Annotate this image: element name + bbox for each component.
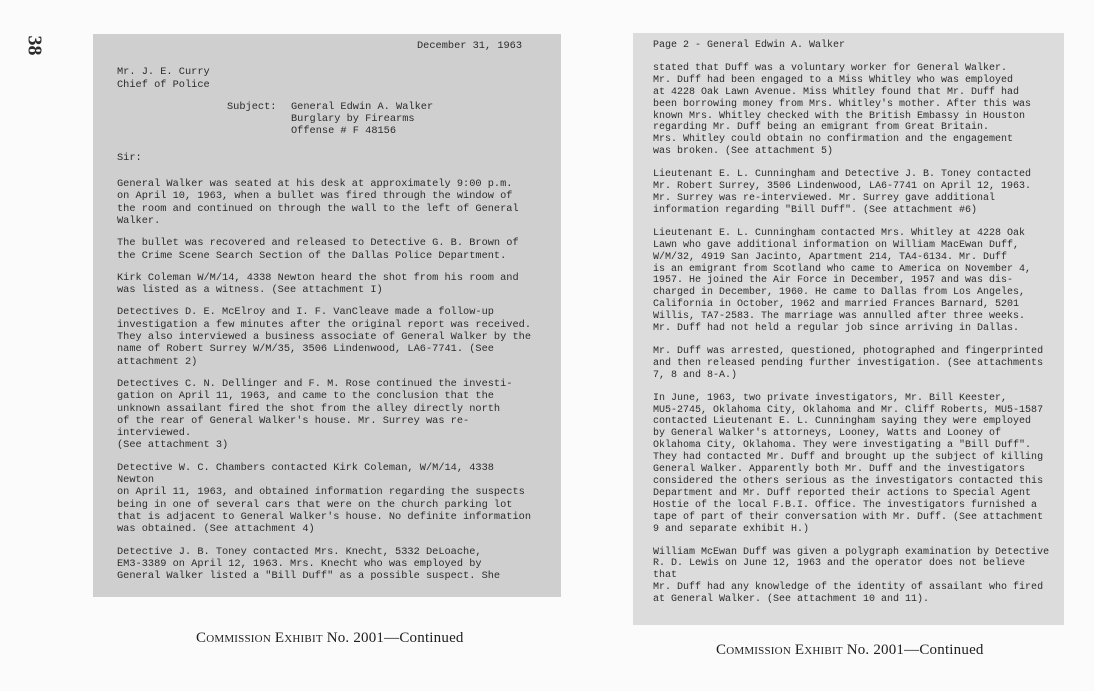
letter-date: December 31, 1963 bbox=[417, 40, 523, 52]
letter-address: Mr. J. E. Curry Chief of Police bbox=[117, 66, 210, 91]
left-paragraph: Kirk Coleman W/M/14, 4338 Newton heard the shot from his room and was listed as a witness. (See attachment I) bbox=[117, 271, 519, 297]
right-caption-suffix: No. 2001—Continued bbox=[846, 642, 984, 658]
left-caption-prefix: Commission Exhibit bbox=[196, 630, 323, 646]
left-paragraph: Detective J. B. Toney contacted Mrs. Knecht, 5332 DeLoache, EM3-3389 on April 12, 1963. Mrs. Knecht who was employed by General Walker listed a "Bill Duff" as a possible suspect. She bbox=[117, 545, 501, 583]
letter-subject bbox=[227, 101, 537, 138]
right-paragraph: William McEwan Duff was given a polygraph examination by Detective R. D. Lewis on June 12, 1963 and the operator does not believe that Mr. Duff had any knowledge of the identity of assailant who fired at General Walker. (See attachment 10 and 11). bbox=[653, 546, 1050, 606]
page-number: 38 bbox=[23, 35, 46, 56]
right-paragraph: In June, 1963, two private investigators, Mr. Bill Keester, MU5-2745, Oklahoma City, Oklahoma and Mr. Cliff Roberts, MU5-1587 contacted Lieutenant E. L. Cunningham saying they were employed by General Walker's attorneys, Looney, Watts and Looney of Oklahoma City, Oklahoma. They were investigating a "Bill Duff". They had contacted Mr. Duff and brought up the subject of killing General Walker. Apparently both Mr. Duff and the investigators considered the others serious as the investigators contacted this Department and Mr. Duff reported their actions to Special Agent Hostie of the local F.B.I. Office. The investigators furnished a tape of part of their conversation with Mr. Duff. (See attachment 9 and separate exhibit H.) bbox=[653, 392, 1044, 535]
left-caption-suffix: No. 2001—Continued bbox=[326, 630, 464, 646]
right-caption bbox=[716, 642, 984, 659]
left-caption bbox=[196, 630, 464, 647]
page-header: Page 2 - General Edwin A. Walker bbox=[653, 40, 846, 51]
right-paragraph: stated that Duff was a voluntary worker for General Walker. Mr. Duff had been engaged to a Miss Whitley who was employed at 4228 Oak Lawn Avenue. Miss Whitley found that Mr. Duff had been borrowing money from Mrs. Whitley's mother. After this was known Mrs. Whitley checked with the British Embassy in Houston regarding Mr. Duff being an emigrant from Great Britain. Mrs. Whitley could obtain no confirmation and the engagement was broken. (See attachment 5) bbox=[653, 62, 1032, 158]
right-caption-prefix: Commission Exhibit bbox=[716, 642, 843, 658]
right-document-sheet bbox=[633, 33, 1064, 625]
right-paragraph: Mr. Duff was arrested, questioned, photographed and fingerprinted and then released pending further investigation. (See attachments 7, 8 and 8-A.) bbox=[653, 345, 1044, 381]
left-document-sheet bbox=[93, 34, 561, 597]
left-paragraph: The bullet was recovered and released to Detective G. B. Brown of the Crime Scene Search Section of the Dallas Police Department. bbox=[117, 237, 519, 262]
right-paragraph: Lieutenant E. L. Cunningham and Detective J. B. Toney contacted Mr. Robert Surrey, 3506 Lindenwood, LA6-7741 on April 12, 1963. Mr. Surrey was re-interviewed. Mr. Surrey gave additional information regarding "Bill Duff". (See attachment #6) bbox=[653, 169, 1032, 216]
left-paragraph: Detectives D. E. McElroy and I. F. VanCleave made a follow-up investigation a few minutes after the original report was received. They also interviewed a business associate of General Walker by the name of Robert Surrey W/M/35, 3506 Lindenwood, LA6-7741. (See attachment 2) bbox=[117, 306, 532, 368]
right-paragraph: Lieutenant E. L. Cunningham contacted Mrs. Whitley at 4228 Oak Lawn who gave additional information on William MacEwan Duff, W/M/32, 4919 San Jacinto, Apartment 214, TA4-6134. Mr. Duff is an emigrant from Scotland who came to America on November 4, 1957. He joined the Air Force in December, 1957 and was dis- charged in December, 1960. He came to Dallas from Los Angeles, California in October, 1962 and married Frances Barnard, 5201 Willis, TA7-2583. The marriage was annulled after three weeks. Mr. Duff had not held a regular job since arriving in Dallas. bbox=[653, 227, 1032, 335]
left-paragraph: Detectives C. N. Dellinger and F. M. Rose continued the investi- gation on April 11, 1963, and came to the conclusion that the unknown assailant fired the shot from the alley directly north of the rear of General Walker's house. Mr. Surrey was re-interviewed. (See attachment 3) bbox=[117, 377, 513, 452]
subject-value: General Edwin A. Walker Burglary by Firearms Offense # F 48156 bbox=[291, 100, 434, 138]
letter-salutation: Sir: bbox=[117, 151, 142, 164]
left-paragraph: Detective W. C. Chambers contacted Kirk Coleman, W/M/14, 4338 Newton on April 11, 1963, and obtained information regarding the suspects being in one of several cars that were on the church parking lot that is adjacent to General Walker's house. No definite information was obtained. (See attachment 4) bbox=[117, 461, 532, 536]
left-paragraph: General Walker was seated at his desk at approximately 9:00 p.m. on April 10, 1963, when a bullet was fired through the window of the room and continued on through the wall to the left of General Walker. bbox=[117, 178, 519, 227]
subject-label: Subject: bbox=[227, 100, 277, 113]
